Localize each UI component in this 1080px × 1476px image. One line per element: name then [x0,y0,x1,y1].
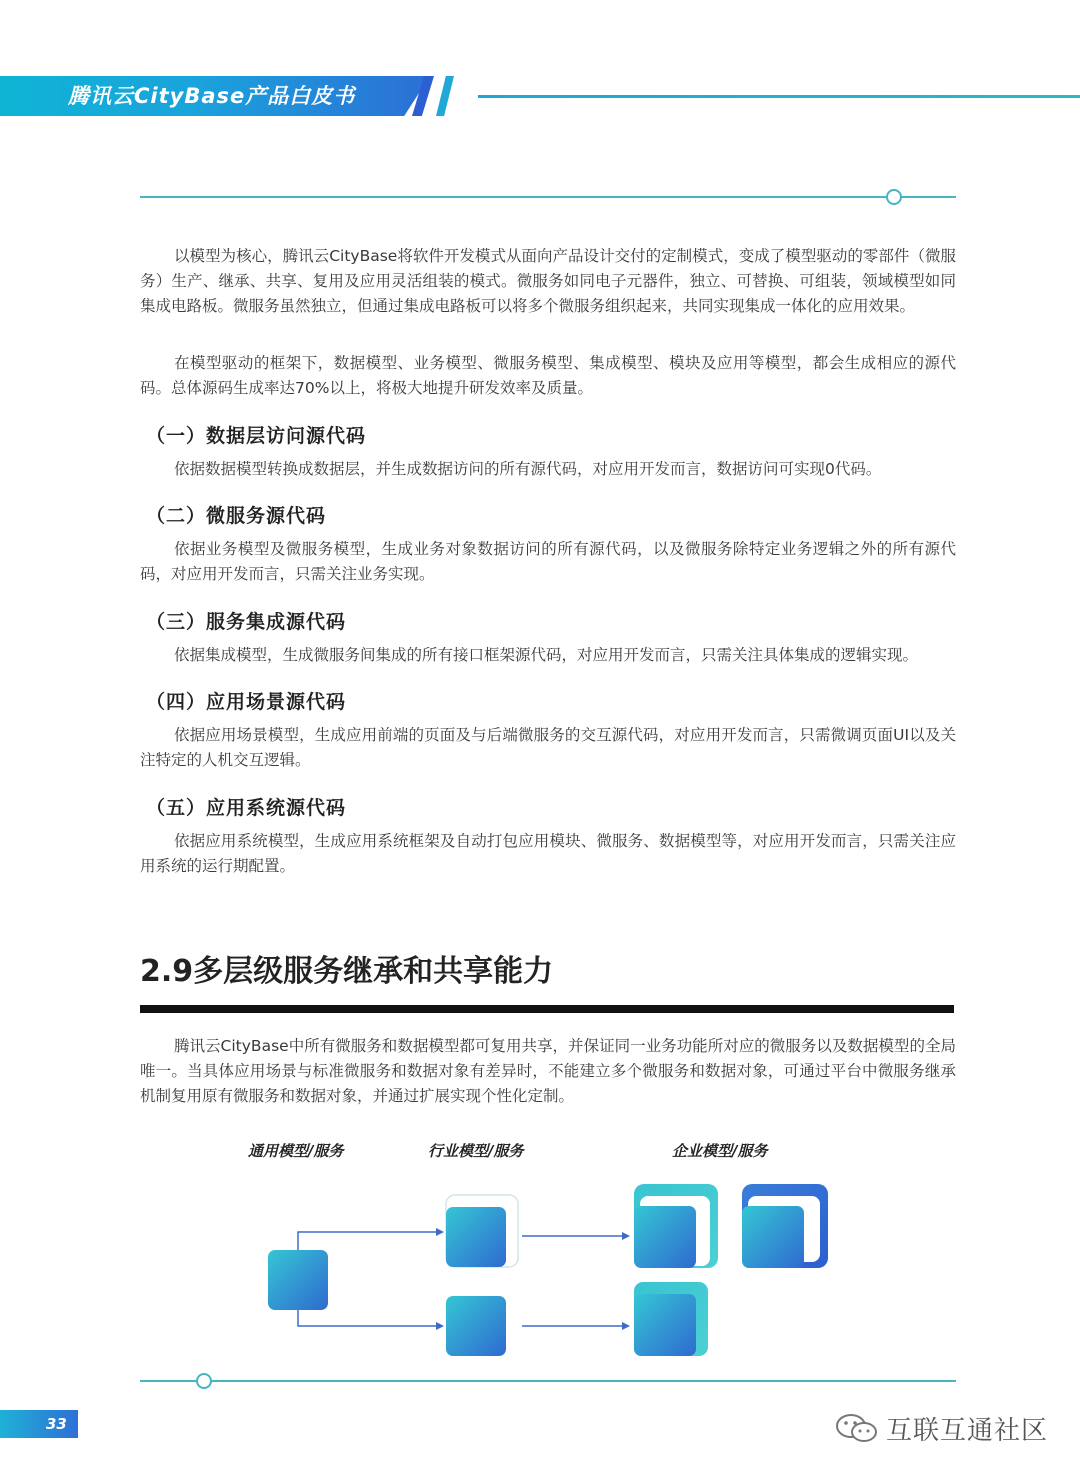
box-enterprise-top [634,1206,696,1268]
wechat-icon [834,1412,880,1444]
diagram-graphic [140,1130,956,1370]
subsection-heading: （五）应用系统源代码 [146,797,347,819]
divider-line [140,196,886,198]
box-general [268,1250,328,1310]
paragraph: 依据业务模型及微服务模型，生成业务对象数据访问的所有源代码，以及微服务除特定业务逻辑之外的所有源代码，对应用开发而言，只需关注业务实现。 [140,540,956,583]
paragraph: 以模型为核心，腾讯云CityBase将软件开发模式从面向产品设计交付的定制模式，变成了模型驱动的零部件（微服务）生产、继承、共享、复用及应用灵活组装的模式。微服务如同电子元器件，独立、可替换、可组装，领域模型如同集成电路板。微服务虽然独立，但通过集成电路板可以将多个微服务组织起来，共同实现集成一体化的应用效果。 [140,247,956,315]
header-rule [478,95,1080,98]
box-industry-bottom [446,1296,506,1356]
banner-stripe [436,76,454,116]
paragraph: 依据数据模型转换成数据层，并生成数据访问的所有源代码，对应用开发而言，数据访问可实现0代码。 [174,460,882,478]
divider-line [140,1380,196,1382]
section-rule [140,1005,954,1013]
subsection-heading: （四）应用场景源代码 [146,691,347,713]
subsection-heading: （二）微服务源代码 [146,505,327,527]
section-title: 2.9多层级服务继承和共享能力 [140,954,554,989]
subsection-heading: （三）服务集成源代码 [146,611,347,633]
divider-line [900,196,956,198]
paragraph: 依据集成模型，生成微服务间集成的所有接口框架源代码，对应用开发而言，只需关注具体集成的逻辑实现。 [174,646,919,664]
paragraph: 腾讯云CityBase中所有微服务和数据模型都可复用共享，并保证同一业务功能所对应的微服务以及数据模型的全局唯一。当具体应用场景与标准微服务和数据对象有差异时，不能建立多个微服务和数据对象，可通过平台中微服务继承机制复用原有微服务和数据对象，并通过扩展实现个性化定制。 [140,1037,956,1105]
paragraph: 依据应用场景模型，生成应用前端的页面及与后端微服务的交互源代码，对应用开发而言，只需微调页面UI以及关注特定的人机交互逻辑。 [140,726,956,769]
page-number: 33 [46,1415,67,1433]
paragraph: 依据应用系统模型，生成应用系统框架及自动打包应用模块、微服务、数据模型等，对应用开发而言，只需关注应用系统的运行期配置。 [140,832,956,875]
document-title: 腾讯云CityBase产品白皮书 [68,84,356,108]
divider-line [210,1380,956,1382]
diagram-label-enterprise: 企业模型/服务 [672,1142,768,1160]
box-enterprise-right [742,1206,804,1268]
subsection-heading: （一）数据层访问源代码 [146,425,367,447]
diagram-label-industry: 行业模型/服务 [428,1142,524,1160]
inheritance-diagram [140,1130,956,1370]
paragraph: 在模型驱动的框架下，数据模型、业务模型、微服务模型、集成模型、模块及应用等模型，都会生成相应的源代码。总体源码生成率达70%以上，将极大地提升研发效率及质量。 [140,354,956,397]
box-industry-top [446,1207,506,1267]
watermark-text: 互联互通社区 [886,1416,1049,1446]
box-enterprise-bottom [634,1294,696,1356]
diagram-label-general: 通用模型/服务 [248,1142,344,1160]
